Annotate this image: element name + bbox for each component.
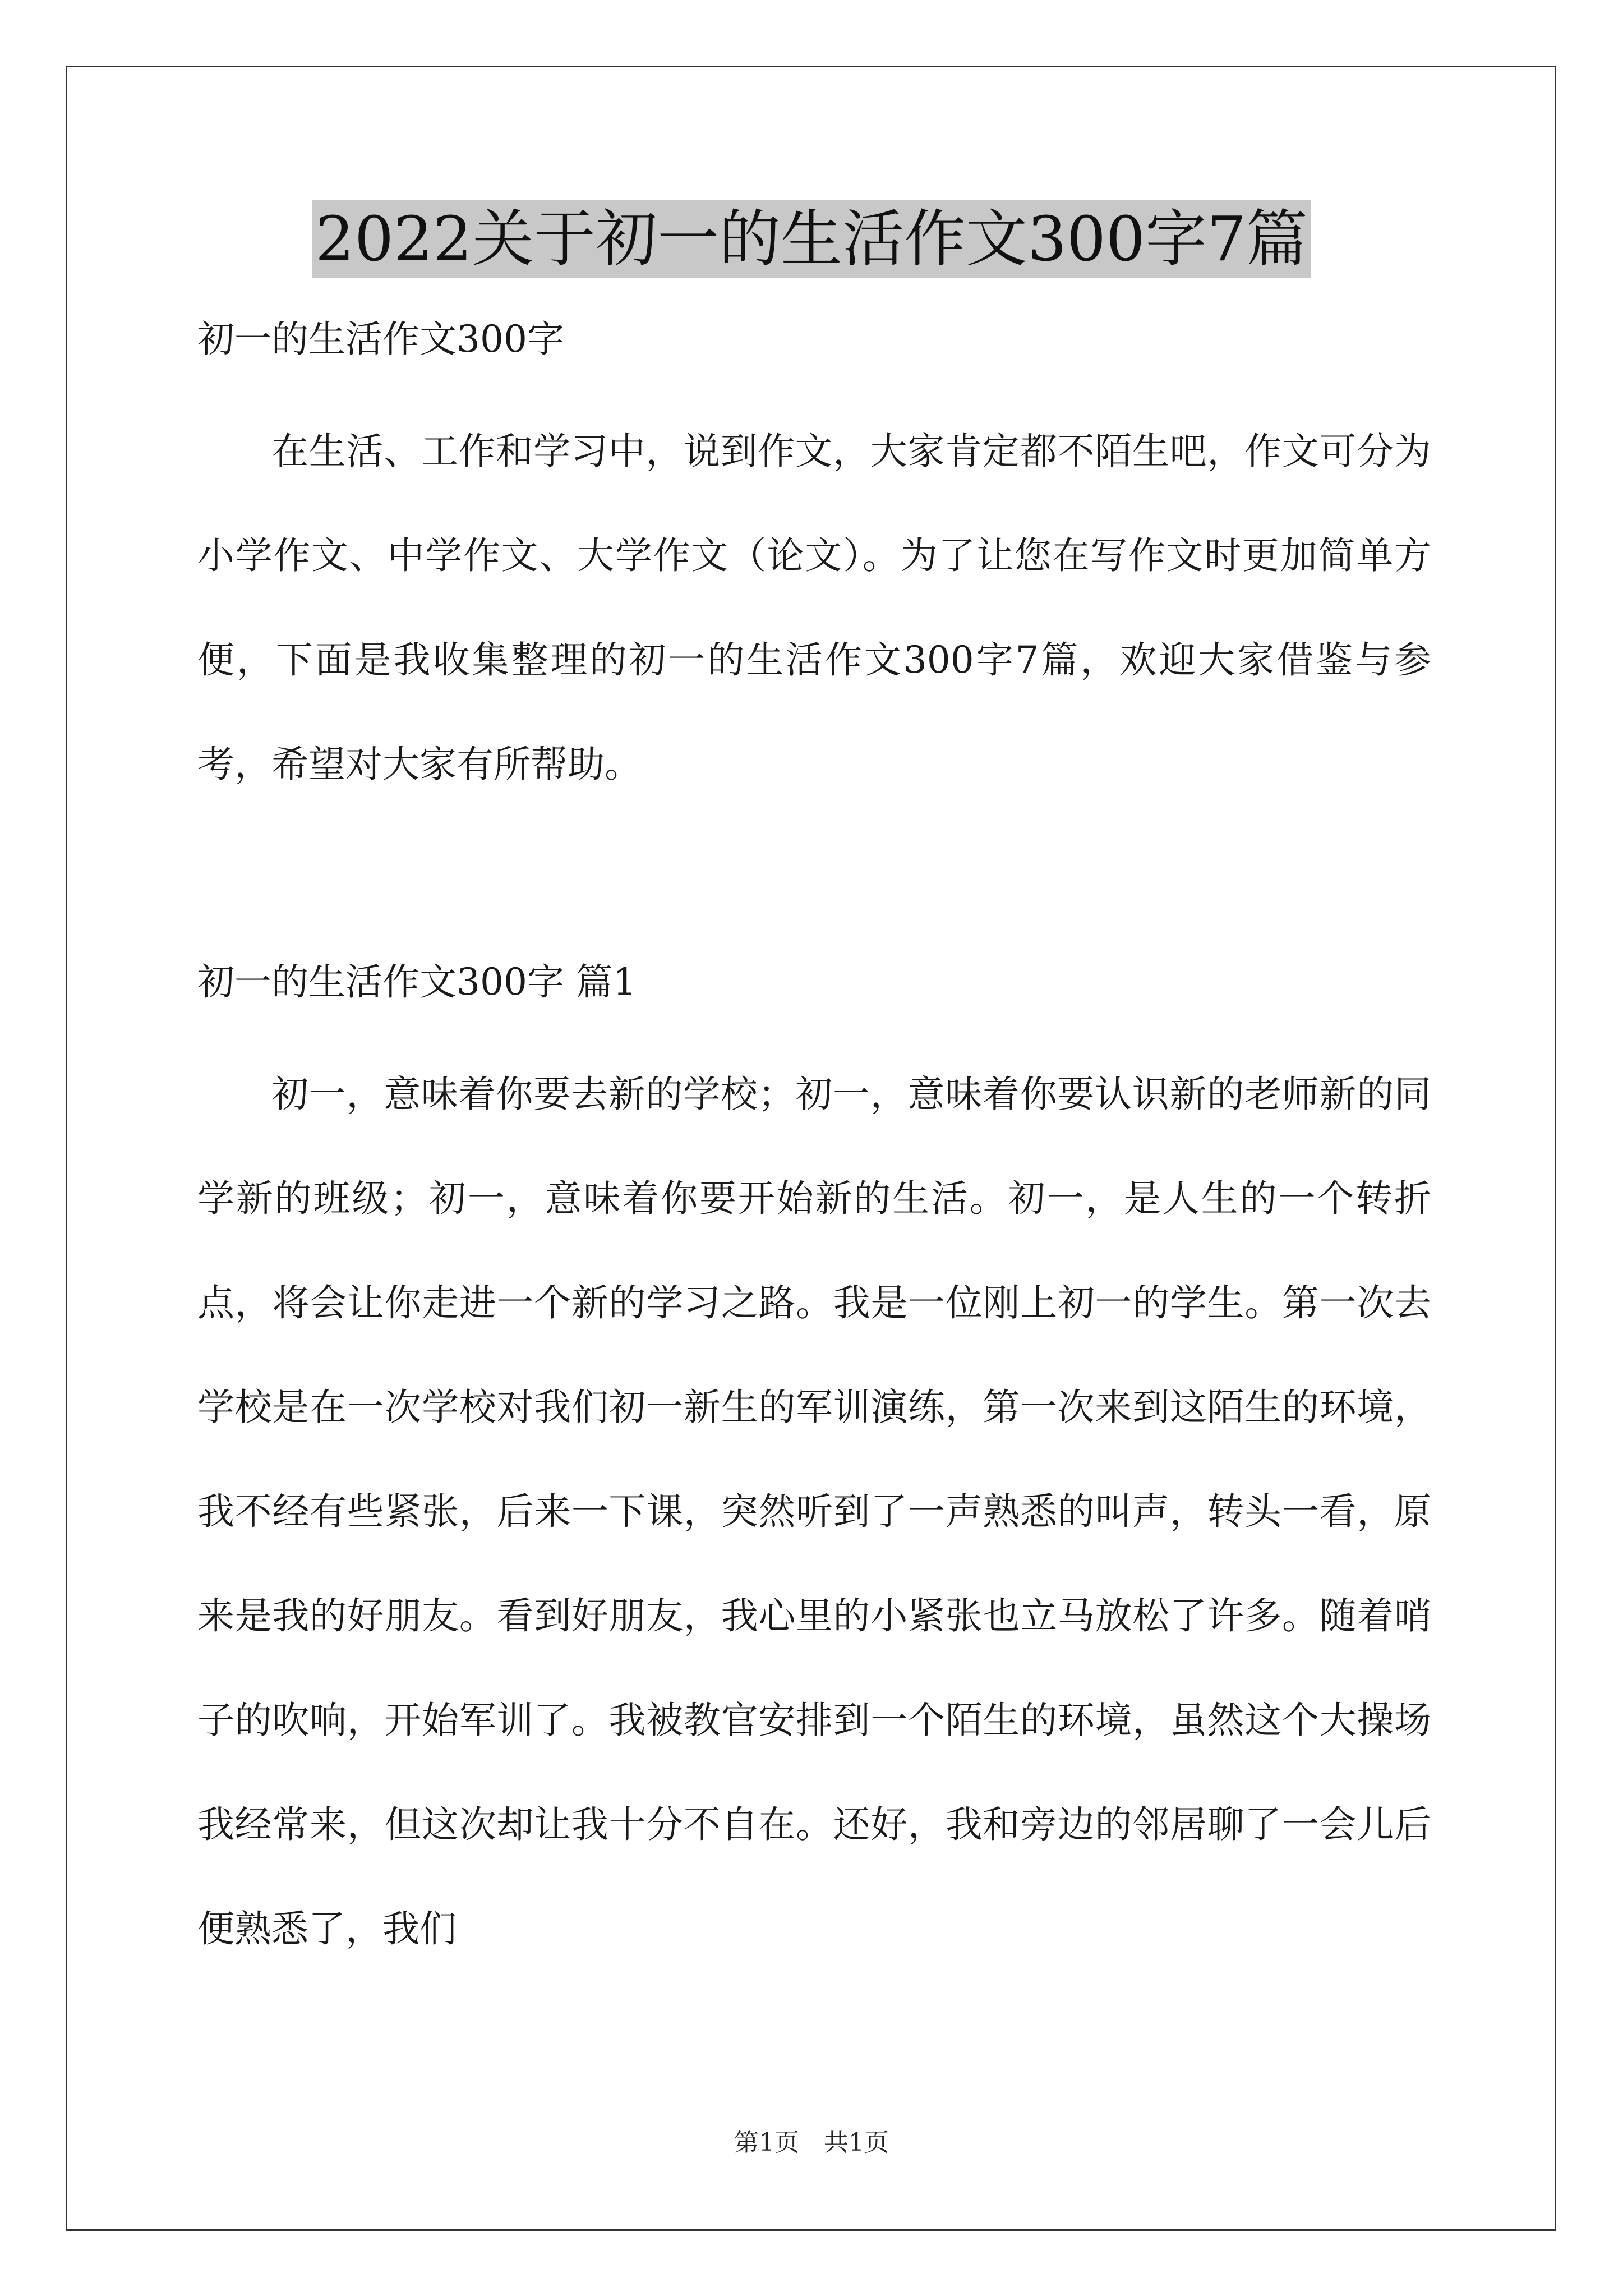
section-heading-intro: 初一的生活作文300字 bbox=[197, 318, 564, 361]
essay-1-paragraph: 初一，意味着你要去新的学校；初一，意味着你要认识新的老师新的同学新的班级；初一，意味着你要开始新的生活。初一，是人生的一个转折点，将会让你走进一个新的学习之路。我是一位刚上初一的学生。第一次去学校是在一次学校对我们初一新生的军训演练，第一次来到这陌生的环境，我不经有些紧张，后来一下课，突然听到了一声熟悉的叫声，转头一看，原来是我的好朋友。看到好朋友，我心里的小紧张也立马放松了许多。随着哨子的吹响，开始军训了。我被教官安排到一个陌生的环境，虽然这个大操场我经常来，但这次却让我十分不自在。还好，我和旁边的邻居聊了一会儿后便熟悉了，我们 bbox=[197, 1073, 1431, 1950]
page-footer: 第1页 共1页 bbox=[734, 2128, 889, 2157]
title-container bbox=[0, 200, 1623, 278]
intro-paragraph: 在生活、工作和学习中，说到作文，大家肯定都不陌生吧，作文可分为小学作文、中学作文、大学作文（论文）。为了让您在写作文时更加简单方便，下面是我收集整理的初一的生活作文300字7篇，欢迎大家借鉴与参考，希望对大家有所帮助。 bbox=[197, 430, 1431, 786]
section-heading-essay-1: 初一的生活作文300字 篇1 bbox=[197, 960, 637, 1004]
document-body bbox=[197, 314, 1431, 1981]
document-title: 2022关于初一的生活作文300字7篇 bbox=[312, 200, 1311, 278]
